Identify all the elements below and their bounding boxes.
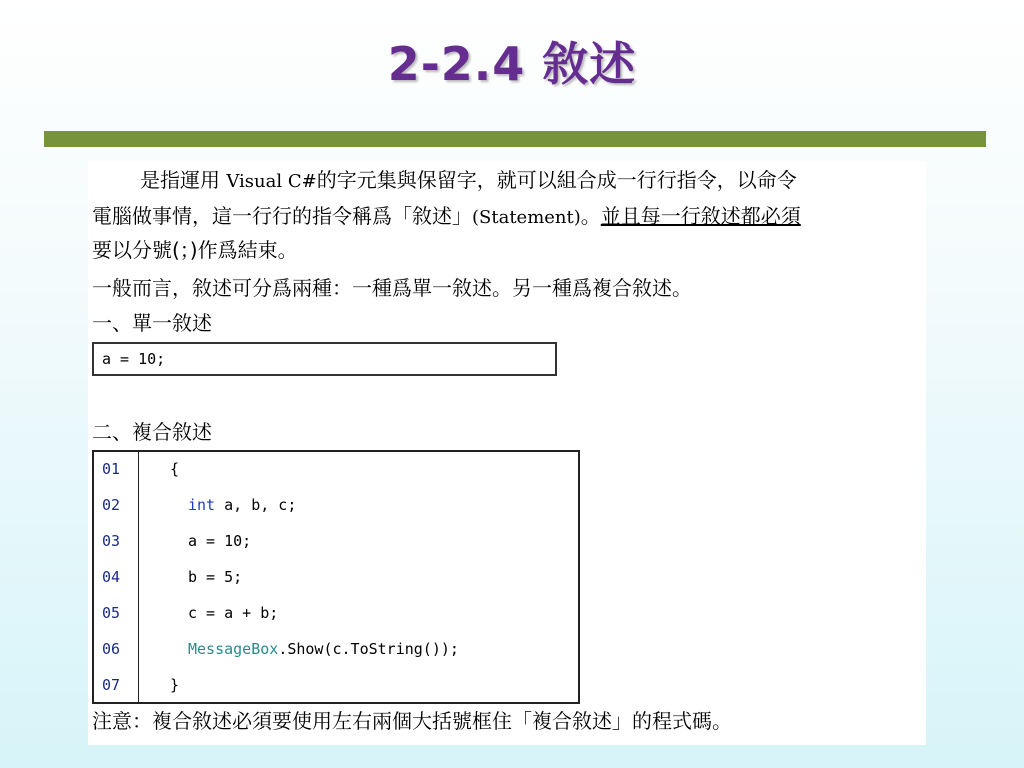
line-number: 05 <box>102 604 121 622</box>
code-line-close-brace: } <box>170 676 180 694</box>
line-number-gutter <box>94 452 139 702</box>
content-panel <box>88 161 926 745</box>
para1-line2-c: 。 <box>580 204 601 228</box>
title-divider-bar <box>44 131 986 147</box>
line-number: 02 <box>102 496 121 514</box>
declaration-rest: a, b, c; <box>215 496 297 514</box>
single-statement-code: a = 10; <box>102 350 166 368</box>
code-line-messagebox <box>188 634 459 664</box>
line-number: 07 <box>102 676 121 694</box>
line-number: 04 <box>102 568 121 586</box>
heading-compound-statement: 二、複合敘述 <box>92 420 212 444</box>
para1-statement: (Statement) <box>472 207 581 228</box>
code-line-assign-c: c = a + b; <box>188 604 279 622</box>
code-line-open-brace: { <box>170 460 180 478</box>
keyword-int: int <box>188 496 216 514</box>
slide-title: 2-2.4 敘述 <box>387 37 637 91</box>
para1-text-c: 的字元集與保留字，就可以組合成一行行指令，以命令 <box>316 168 797 192</box>
para1-line2-underlined: 並且每一行敘述都必須 <box>600 204 801 228</box>
paragraph-1-line-1 <box>140 165 797 195</box>
heading-single-statement: 一、單一敘述 <box>92 311 212 335</box>
compound-statement-code-box <box>92 450 580 704</box>
line-number: 03 <box>102 532 121 550</box>
single-statement-code-box <box>92 342 557 376</box>
messagebox-call: .Show(c.ToString()); <box>278 640 459 658</box>
line-number: 06 <box>102 640 121 658</box>
class-messagebox: MessageBox <box>188 640 279 658</box>
paragraph-1-line-2 <box>92 201 801 231</box>
code-line-assign-a: a = 10; <box>188 532 252 550</box>
para1-text-a: 是指運用 <box>140 168 227 192</box>
paragraph-2: 一般而言，敘述可分爲兩種：一種爲單一敘述。另一種爲複合敘述。 <box>92 276 692 300</box>
paragraph-1-line-3: 要以分號(；)作爲結束。 <box>92 238 298 262</box>
code-line-declaration <box>188 490 296 520</box>
note-text: 注意：複合敘述必須要使用左右兩個大括號框住「複合敘述」的程式碼。 <box>92 709 732 733</box>
code-line-assign-b: b = 5; <box>188 568 243 586</box>
para1-visual-csharp: Visual C# <box>226 171 317 192</box>
para1-line2-a: 電腦做事情，這一行行的指令稱爲「敘述」 <box>92 204 472 228</box>
line-number: 01 <box>102 460 121 478</box>
